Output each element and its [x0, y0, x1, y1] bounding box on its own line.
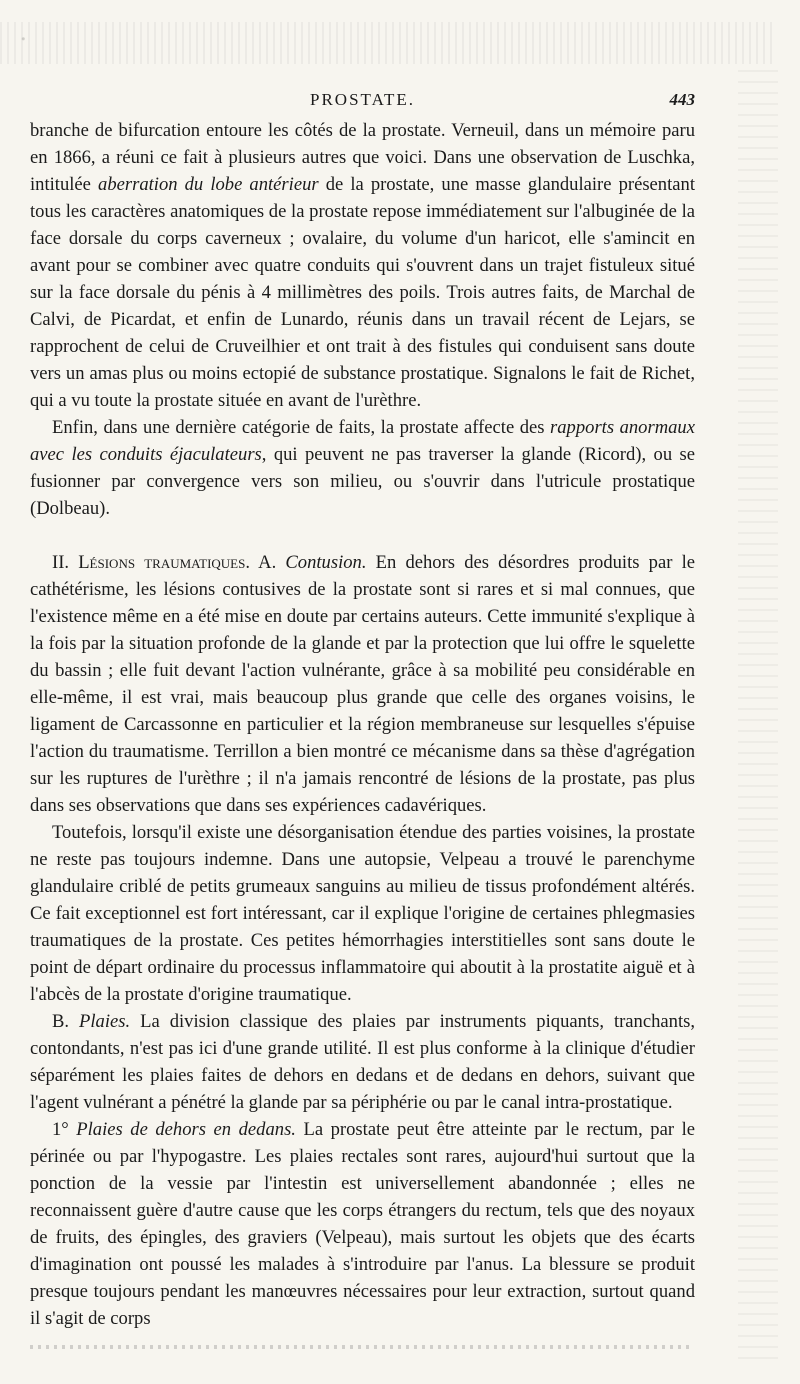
section-title: Lésions traumatiques.: [78, 552, 250, 573]
section-number: II.: [52, 552, 79, 573]
scan-noise-bottom: [30, 1345, 690, 1349]
paragraph-6: [30, 1116, 695, 1332]
running-head: [30, 90, 695, 114]
section-gap: [30, 522, 695, 549]
paragraph-6-lead: 1°: [52, 1119, 77, 1140]
paragraph-6-italic: Plaies de dehors en dedans.: [76, 1119, 296, 1140]
paragraph-1-text: branche de bifurcation entoure les côtés de la prostate. Verneuil, dans un mémoire paru en 1866, a réuni ce fait à plusieurs autres que voici. Dans une observation de Luschka, intitulée: [30, 120, 695, 195]
scan-noise-right: [738, 70, 778, 1360]
paragraph-2: [30, 414, 695, 522]
running-title: PROSTATE.: [310, 90, 415, 109]
body-text: [30, 117, 695, 1332]
paragraph-6-rest: La prostate peut être atteinte par le rectum, par le périnée ou par l'hypogastre. Les plaies rectales sont rares, aujourd'hui surtout que la ponction de la vessie par l'intestin est universellement abandonnée ; elles ne reconnaissent guère d'autre cause que les corps étrangers du rectum, tels que des noyaux de fruits, des épingles, des graviers (Velpeau), mais surtout les objets que des écarts d'imagination ont poussé les malades à s'introduire par l'anus. La blessure se produit presque toujours pendant les manœuvres nécessaires pour leur extraction, surtout quand il s'agit de corps: [30, 1119, 695, 1329]
paragraph-4: Toutefois, lorsqu'il existe une désorganisation étendue des parties voisines, la prostate ne reste pas toujours indemne. Dans une autopsie, Velpeau a trouvé le parenchyme glandulaire criblé de petits grumeaux sanguins au milieu de tissus profondément altérés. Ce fait exceptionnel est fort intéressant, car il explique l'origine de certaines phlegmasies traumatiques de la prostate. Ces petites hémorrhagies interstitielles sont sans doute le point de départ ordinaire du processus inflammatoire qui aboutit à la prostatite aiguë et à l'abcès de la prostate d'origine traumatique.: [30, 822, 695, 1005]
paragraph-5-lead: B.: [52, 1011, 80, 1032]
section-paragraph-rest: En dehors des désordres produits par le cathétérisme, les lésions contusives de la prostate sont si rares et si mal connues, que l'existence même en a été mise en doute par certains auteurs. Cette immunité s'explique à la fois par la situation profonde de la glande et par la protection que lui offre le squelette du bassin ; elle fuit devant l'action vulnérante, grâce à sa mobilité peu considérable en elle-même, il est vrai, mais beaucoup plus grande que celle des organes voisins, le ligament de Carcassonne en particulier et la région membraneuse sur lesquelles s'épuise l'action du traumatisme. Terrillon a bien montré ce mécanisme dans sa thèse d'agrégation sur les ruptures de l'urèthre ; il n'a jamais rencontré de lésions de la prostate, pas plus dans ses observations que dans ses expériences cadavériques.: [30, 552, 695, 816]
paragraph-5: [30, 1008, 695, 1116]
paragraph-5-italic: Plaies.: [79, 1011, 131, 1032]
paragraph-5-rest: La division classique des plaies par instruments piquants, tranchants, contondants, n'est pas ici d'une grande utilité. Il est plus conforme à la clinique d'étudier séparément les plaies faites de dehors en dedans et de dedans en dehors, suivant que l'agent vulnérant a pénétré la glande par sa périphérie ou par le canal intra-prostatique.: [30, 1011, 695, 1113]
paragraph-1: [30, 117, 695, 414]
subsection-title: Contusion.: [285, 552, 367, 573]
paragraph-1-italic: aberration du lobe antérieur: [98, 174, 319, 195]
section-heading-paragraph: [30, 549, 695, 819]
paragraph-2-italic: rapports anormaux avec les conduits éjaculateurs: [30, 417, 695, 465]
page-number: 443: [669, 90, 695, 109]
subsection-letter: A.: [250, 552, 286, 573]
paragraph-2-lead: Enfin, dans une dernière catégorie de faits, la prostate affecte des: [52, 417, 551, 438]
scan-noise-top: [0, 22, 775, 64]
paragraph-1-rest: de la prostate, une masse glandulaire présentant tous les caractères anatomiques de la prostate repose immédiatement sur l'albuginée de la face dorsale du corps caverneux ; ovalaire, du volume d'un haricot, elle s'amincit en avant pour se combiner avec quatre conduits qui s'ouvrent dans un trajet fistuleux situé sur la face dorsale du pénis à 4 millimètres des poils. Trois autres faits, de Marchal de Calvi, de Picardat, et enfin de Lunardo, réunis dans un travail récent de Lejars, se rapprochent de celui de Cruveilhier et ont trait à des fistules qui conduisent sans doute vers un amas plus ou moins ectopié de substance prostatique. Signalons le fait de Richet, qui a vu toute la prostate située en avant de l'urèthre.: [30, 174, 695, 411]
paragraph-2-rest: , qui peuvent ne pas traverser la glande (Ricord), ou se fusionner par convergence vers son milieu, ou s'ouvrir dans l'utricule prostatique (Dolbeau).: [30, 444, 695, 519]
